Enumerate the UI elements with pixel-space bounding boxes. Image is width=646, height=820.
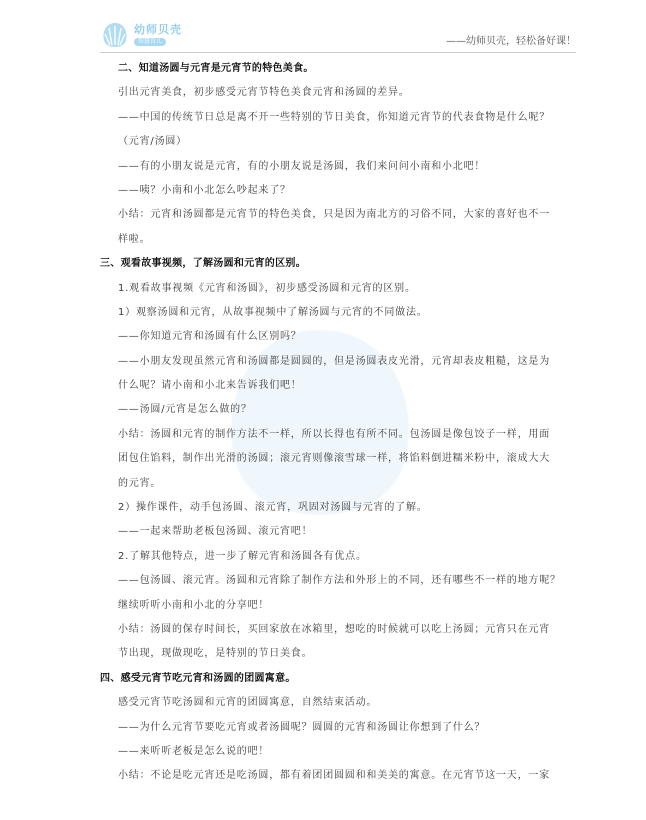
- paragraph-line: 继续听听小南和小北的分享吧！: [118, 599, 270, 611]
- paragraph-line: 小结：元宵和汤圆都是元宵节的特色美食，只是因为南北方的习俗不同，大家的喜好也不一: [118, 209, 550, 221]
- paragraph-line: 小结：汤圆的保存时间长，买回家放在冰箱里，想吃的时候就可以吃上汤圆；元宵只在元宵: [118, 623, 550, 635]
- paragraph-line: （元宵/汤圆）: [118, 136, 187, 148]
- paragraph-line: 1.观看故事视频《元宵和汤圆》，初步感受汤圆和元宵的区别。: [118, 282, 416, 294]
- paragraph-line: 的元宵。: [118, 477, 162, 489]
- paragraph-line: ——汤圆/元宵是怎么做的？: [118, 404, 252, 416]
- paragraph-line: 节出现，现做现吃，是特别的节日美食。: [118, 648, 313, 660]
- paragraph-line: ——有的小朋友说是元宵，有的小朋友说是汤圆，我们来问问小南和小北吧！: [118, 160, 486, 172]
- paragraph-line: 感受元宵节吃汤圆和元宵的团圆寓意，自然结束活动。: [118, 697, 378, 709]
- paragraph-line: ——小朋友发现虽然元宵和汤圆都是圆圆的，但是汤圆表皮光滑，元宵却表皮粗糙，这是为: [118, 355, 550, 367]
- header-divider: [100, 52, 576, 53]
- lesson-body: [100, 57, 590, 789]
- paragraph-line: 小结：不论是吃元宵还是吃汤圆，都有着团团圆圆和和美美的寓意。在元宵节这一天，一家: [118, 770, 550, 782]
- paragraph-line: 样啦。: [118, 233, 151, 245]
- section-heading: 三、观看故事视频，了解汤圆和元宵的区别。: [100, 258, 306, 270]
- section-heading: 四、感受元宵节吃元宵和汤圆的团圆寓意。: [100, 672, 296, 684]
- paragraph-line: ——一起来帮助老板包汤圆、滚元宵吧！: [118, 526, 313, 538]
- paragraph-line: ——为什么元宵节要吃元宵或者汤圆呢？圆圆的元宵和汤圆让你想到了什么？: [118, 721, 486, 733]
- paragraph-line: 2）操作课件，动手包汤圆、滚元宵，巩固对汤圆与元宵的了解。: [118, 502, 428, 514]
- shell-logo-icon: [100, 20, 130, 50]
- paragraph-line: ——你知道元宵和汤圆有什么区别吗？: [118, 331, 302, 343]
- paragraph-line: ——中国的传统节日总是离不开一些特别的节日美食，你知道元宵节的代表食物是什么呢？: [118, 111, 550, 123]
- paragraph-line: ——咦？小南和小北怎么吵起来了？: [118, 184, 291, 196]
- paragraph-line: 小结：汤圆和元宵的制作方法不一样，所以长得也有所不同。包汤圆是像包饺子一样，用面: [118, 428, 550, 440]
- section-heading: 二、知道汤圆与元宵是元宵节的特色美食。: [118, 63, 314, 74]
- paragraph-line: 引出元宵美食，初步感受元宵节特色美食元宵和汤圆的差异。: [118, 87, 410, 99]
- paragraph-line: 1）观察汤圆和元宵，从故事视频中了解汤圆与元宵的不同做法。: [118, 306, 428, 318]
- paragraph-line: ——来听听老板是怎么说的吧！: [118, 745, 270, 757]
- logo-name: 幼师贝壳: [134, 23, 182, 36]
- header-slogan: ——幼师贝壳，轻松备好课！: [446, 36, 576, 47]
- paragraph-line: 团包住馅料，制作出光滑的汤圆；滚元宵则像滚雪球一样，将馅料倒进糯米粉中，滚成大大: [118, 453, 550, 465]
- brand-logo: [100, 18, 210, 52]
- paragraph-line: 什么呢？请小南和小北来告诉我们吧！: [118, 380, 302, 392]
- paragraph-line: ——包汤圆、滚元宵。汤圆和元宵除了制作方法和外形上的不同，还有哪些不一样的地方呢？: [118, 575, 561, 587]
- logo-tagline: 智慧育儿: [134, 38, 166, 46]
- paragraph-line: 2.了解其他特点，进一步了解元宵和汤圆各有优点。: [118, 550, 367, 562]
